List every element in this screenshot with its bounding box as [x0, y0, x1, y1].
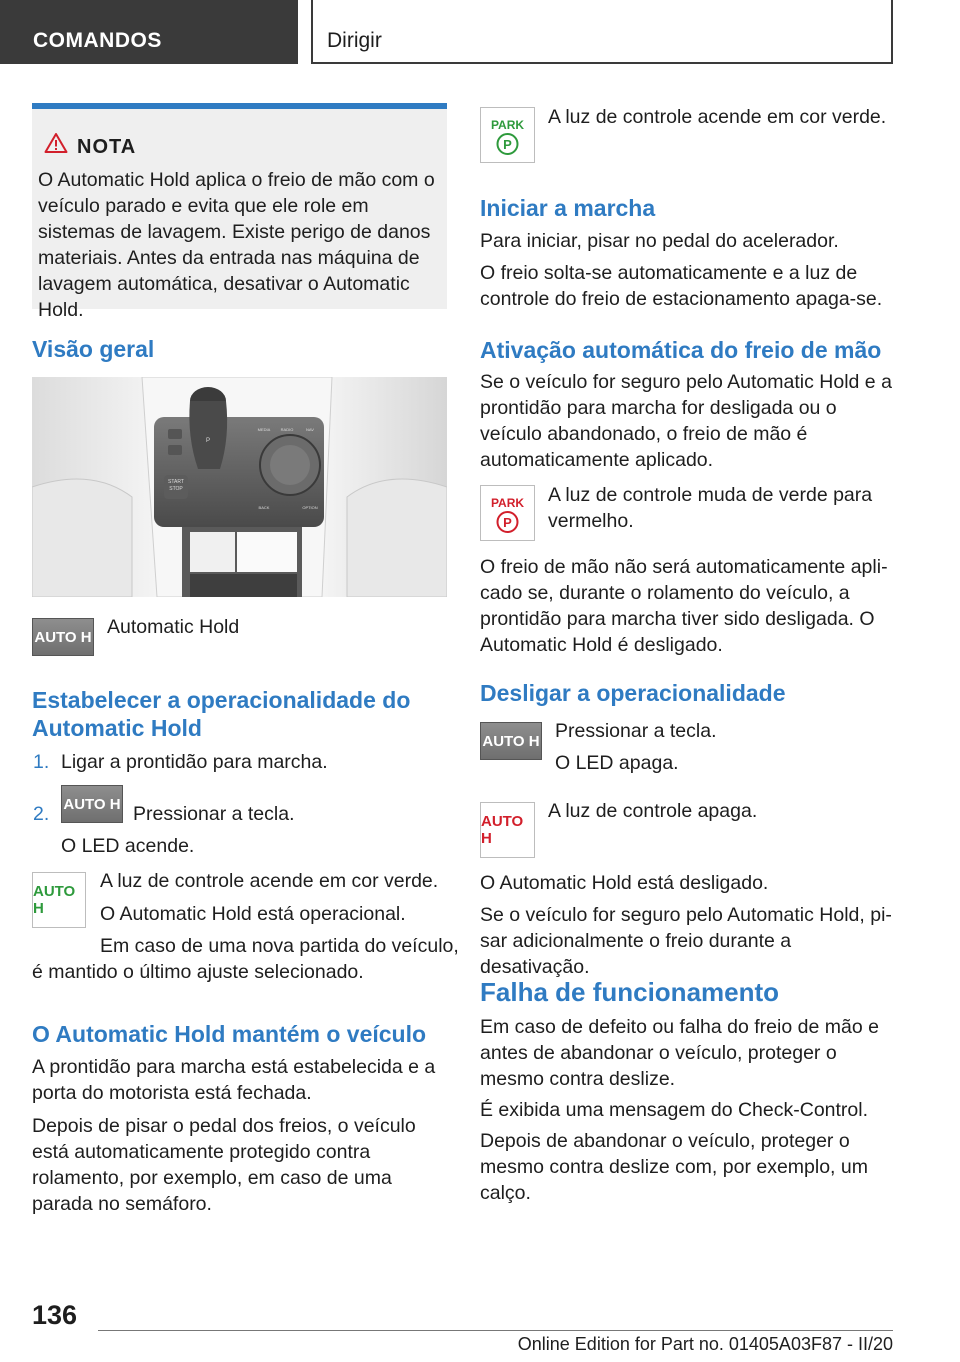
fault-p2: É exibida uma mensagem do Check-Control.: [480, 1099, 869, 1121]
section-tab: [0, 0, 298, 64]
off-p2: Se o veículo for seguro pelo Automatic Hold, pisar adicionalmente o freio durante a desativação.: [480, 904, 892, 978]
photo-label-option: OPTION: [302, 505, 318, 510]
auto-h-button-icon: [32, 618, 94, 656]
indicator-green-line4: é mantido o último ajuste selecionado.: [32, 961, 364, 983]
holds-heading: O Automatic Hold mantém o veículo: [32, 1021, 427, 1047]
park-label: PARK: [490, 118, 525, 132]
off-heading: Desligar a operacionalidade: [480, 680, 786, 706]
auto-h-off-indicator-icon: [480, 802, 535, 858]
auto-h-label: AUTO H: [481, 813, 524, 847]
step-1-number: 1.: [33, 751, 50, 773]
edition-note: Online Edition for Part no. 01405A03F87 - II/20: [517, 1334, 893, 1354]
photo-label-p: P: [205, 438, 211, 444]
footer-divider: [98, 1330, 893, 1331]
auto-brake-p2: O freio de mão não será automaticamente aplicado se, durante o rolamento do veículo, a prontidão para marcha tiver sido desligada. O Automatic Hold é desligado.: [480, 556, 888, 656]
indicator-green-line1: A luz de controle acende em cor verde.: [100, 870, 439, 892]
chapter-tab: [311, 0, 893, 64]
p-label: P: [503, 137, 512, 152]
start-p1: Para iniciar, pisar no pedal do acelerador.: [480, 230, 839, 252]
auto-h-button-icon: [480, 722, 542, 760]
step-2-led: O LED acende.: [61, 835, 195, 857]
auto-h-green-indicator-icon: [32, 872, 86, 928]
overview-caption: Automatic Hold: [107, 616, 240, 638]
auto-h-label: AUTO H: [34, 628, 92, 646]
center-console-photo: [32, 377, 447, 597]
park-label: PARK: [490, 496, 525, 510]
overview-heading: Visão geral: [32, 336, 155, 362]
photo-label-back: BACK: [258, 505, 270, 510]
fault-p1: Em caso de defeito ou falha do freio de mão e antes de abandonar o veículo, proteger o mesmo contra deslize.: [480, 1016, 879, 1090]
note-title: NOTA: [77, 136, 137, 158]
start-heading: Iniciar a marcha: [480, 195, 656, 221]
park-red-indicator-icon: [480, 485, 535, 541]
photo-label-stop: STOP: [169, 486, 183, 492]
photo-label-media: MEDIA: [257, 427, 271, 432]
establish-heading: Estabelecer a operacionalidade do Automatic Hold: [32, 687, 411, 741]
auto-h-label: AUTO H: [63, 795, 121, 813]
p-label: P: [503, 515, 512, 530]
photo-label-radio: RADIO: [280, 427, 294, 432]
auto-brake-p1: Se o veículo for seguro pelo Automatic Hold e a prontidão para marcha for desligada ou o veículo abandonado, o freio de mão é automaticamente aplicado.: [480, 371, 892, 471]
note-box: [32, 103, 447, 321]
off-indicator-text: A luz de controle apaga.: [548, 800, 758, 822]
indicator-green-line3: Em caso de uma nova partida do veículo,: [100, 935, 459, 957]
step-2-text: Pressionar a tecla.: [133, 803, 295, 825]
chapter-title: Dirigir: [327, 29, 382, 52]
auto-brake-heading: Ativação automática do freio de mão: [480, 337, 882, 363]
off-step2: O LED apaga.: [555, 752, 679, 774]
park-green-text: A luz de controle acende em cor verde.: [548, 106, 887, 128]
holds-p1: A prontidão para marcha está estabelecida e a porta do motorista está fechada.: [32, 1056, 436, 1104]
start-p2: O freio solta-se automaticamente e a luz de controle do freio de estacionamento apaga-se.: [480, 262, 883, 310]
note-body: O Automatic Hold aplica o freio de mão com o veículo parado e evita que ele role em sistemas de lavagem. Existe perigo de danos materiais. Antes da entrada nas máquina de lavagem automática, desativar o Automatic Hold.: [38, 169, 435, 321]
step-1-text: Ligar a prontidão para marcha.: [61, 751, 328, 773]
step-2-number: 2.: [33, 803, 50, 825]
photo-label-nav: NAV: [306, 427, 314, 432]
off-p1: O Automatic Hold está desligado.: [480, 872, 769, 894]
auto-h-label: AUTO H: [482, 732, 540, 750]
section-title: COMANDOS: [33, 29, 162, 52]
holds-p2: Depois de pisar o pedal dos freios, o veículo está automaticamente protegido contra rolamento, por exemplo, em caso de uma parada no semáforo.: [32, 1115, 416, 1215]
park-red-text: A luz de controle muda de verde para vermelho.: [548, 484, 873, 532]
fault-heading: Falha de funcionamento: [480, 977, 780, 1007]
photo-label-start: START: [168, 479, 184, 485]
off-step1: Pressionar a tecla.: [555, 720, 717, 742]
park-green-indicator-icon: [480, 107, 535, 163]
warning-icon: [44, 132, 68, 154]
auto-h-button-icon: [61, 785, 123, 823]
fault-p3: Depois de abandonar o veículo, proteger o mesmo contra deslize com, por exemplo, um calço.: [480, 1130, 868, 1204]
indicator-green-line2: O Automatic Hold está operacional.: [100, 903, 406, 925]
page-number: 136: [32, 1300, 78, 1330]
auto-h-label: AUTO H: [33, 883, 76, 917]
